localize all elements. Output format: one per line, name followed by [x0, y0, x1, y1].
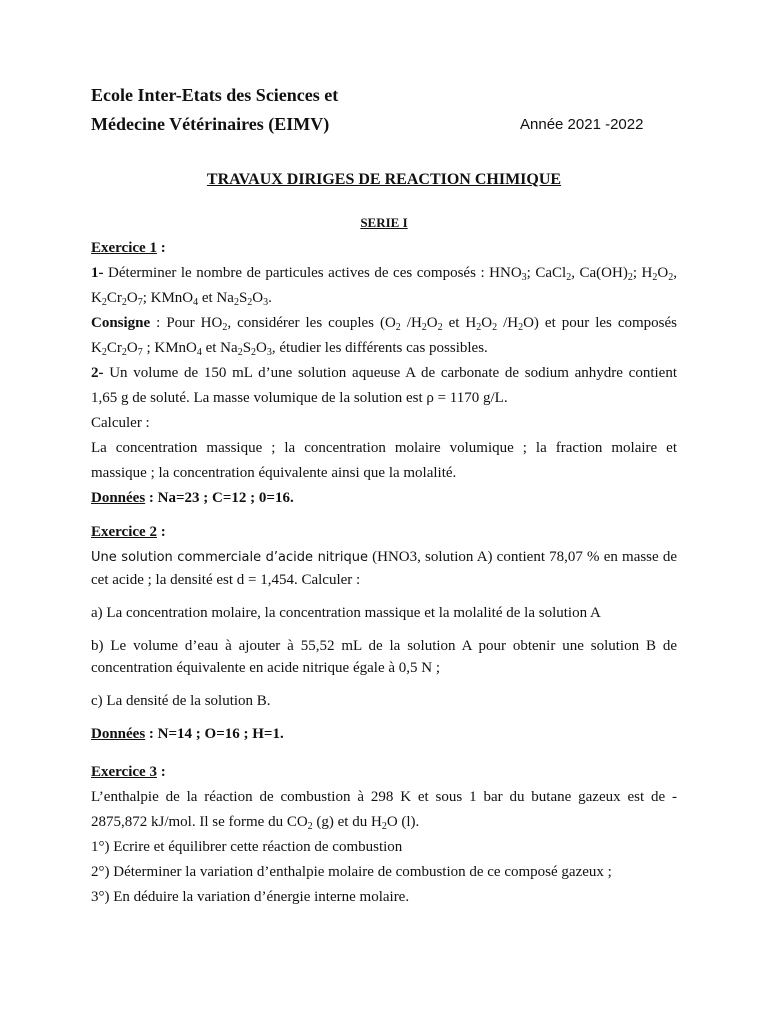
- exercise-2-donnees: Données : N=14 ; O=16 ; H=1.: [91, 726, 284, 742]
- exercise-3: [91, 760, 677, 910]
- exercise-3-heading: Exercice 3 :: [91, 764, 166, 780]
- exercise-2-part-b: b) Le volume d’eau à ajouter à 55,52 mL de la solution A pour obtenir une solution B de: [91, 638, 677, 654]
- exercise-2: [91, 521, 677, 745]
- exercise-1-question-1: 1- Déterminer le nombre de particules actives de ces composés : $HNO_3$; CaCl$_2$, $Ca(OH)_2$; $H_2O_2$,: [91, 265, 677, 283]
- school-name-line2: Médecine Vétérinaires (EIMV): [91, 114, 330, 134]
- exercise-1-consigne: Consigne : Pour $HO_2$, considérer les couples ($O_2$ $/H_2O_2$ et $H_2O_2$ $/H_2O$) et pour les composés: [91, 315, 677, 333]
- exercise-3-line-2: 2875,872 kJ/mol. Il se forme du $CO_2$ (g) et du $H_2O$ (l).: [91, 814, 420, 832]
- exercise-2-part-a: a) La concentration molaire, la concentration massique et la molalité de la solution A: [91, 605, 601, 621]
- exercise-2-part-b-cont: concentration équivalente en acide nitrique égale à 0,5 N ;: [91, 660, 441, 676]
- academic-year: Année 2021 -2022: [520, 116, 644, 133]
- exercise-2-part-c: c) La densité de la solution B.: [91, 693, 271, 709]
- exercise-1-donnees: Données : Na=23 ; C=12 ; 0=16.: [91, 490, 294, 506]
- exercise-1-calculer: Calculer :: [91, 415, 150, 431]
- exercise-3-question-3: 3°) En déduire la variation d’énergie interne molaire.: [91, 889, 410, 905]
- exercise-2-heading: Exercice 2 :: [91, 524, 166, 540]
- exercise-2-intro: Une solution commerciale d’acide nitrique (HNO3, solution A) contient 78,07 % en masse de: [91, 549, 677, 565]
- exercise-1-calc-line-1: La concentration massique ; la concentration molaire volumique ; la fraction molaire et: [91, 440, 677, 456]
- document-title: TRAVAUX DIRIGES DE REACTION CHIMIQUE: [206, 171, 562, 188]
- exercise-1-question-1-cont: $K_2Cr_2O_7$; KMnO$_4$ et $Na_2S_2O_3$.: [91, 290, 272, 308]
- serie-heading: SERIE I: [360, 215, 408, 230]
- exercise-1: [91, 236, 677, 511]
- exercise-3-question-1: 1°) Ecrire et équilibrer cette réaction de combustion: [91, 839, 403, 855]
- exercise-2-intro-cont: cet acide ; la densité est d = 1,454. Calculer :: [91, 572, 361, 588]
- exercise-1-question-2: 2- Un volume de 150 mL d’une solution aqueuse A de carbonate de sodium anhydre contient: [91, 365, 677, 381]
- exercise-3-question-2: 2°) Déterminer la variation d’enthalpie molaire de combustion de ce composé gazeux ;: [91, 864, 612, 880]
- exercise-1-consigne-cont: $K_2Cr_2O_7$ ; KMnO$_4$ et $Na_2S_2O_3$, étudier les différents cas possibles.: [91, 340, 488, 358]
- exercise-1-calc-line-2: massique ; la concentration équivalente ainsi que la molalité.: [91, 465, 457, 481]
- exercise-3-line-1: L’enthalpie de la réaction de combustion à 298 K et sous 1 bar du butane gazeux est de -: [91, 789, 677, 805]
- school-name-line1: Ecole Inter-Etats des Sciences et: [91, 85, 339, 105]
- exercise-1-question-2-cont: 1,65 g de soluté. La masse volumique de la solution est ρ = 1170 g/L.: [91, 390, 508, 406]
- exercise-1-heading: Exercice 1 :: [91, 240, 166, 256]
